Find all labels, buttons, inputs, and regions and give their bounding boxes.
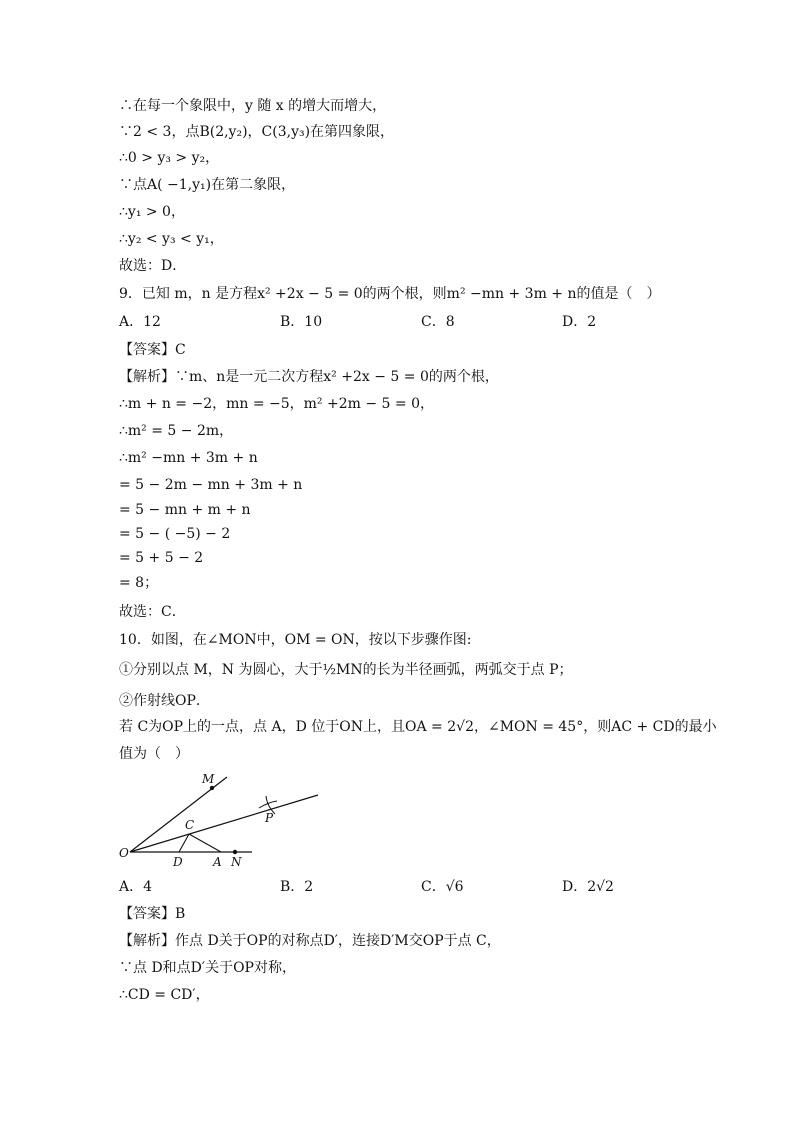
- solution-line: 【解析】作点 D关于OP的对称点D′，连接D′M交OP于点 C，: [119, 933, 501, 949]
- solution-line: ∵2 < 3，点B(2,y₂)，C(3,y₃)在第四象限，: [119, 124, 395, 140]
- q9-option-c: C．8: [421, 314, 455, 330]
- question-10-stem: 10．如图，在∠MON中，OM = ON，按以下步骤作图:: [119, 632, 472, 648]
- label-d: D: [173, 855, 183, 868]
- answer-label: 【答案】C: [119, 342, 186, 358]
- question-10-step: ①分别以点 M，N 为圆心，大于½MN的长为半径画弧，两弧交于点 P；: [119, 662, 573, 678]
- solution-line: 故选：D．: [119, 258, 187, 274]
- solution-line: ∴在每一个象限中，y 随 x 的增大而增大，: [119, 98, 387, 114]
- solution-line: = 5 − 2m − mn + 3m + n: [119, 477, 303, 493]
- solution-line: ∵点A( −1,y₁)在第二象限，: [119, 177, 296, 193]
- solution-line: = 8；: [119, 575, 159, 591]
- solution-line: ∴m² = 5 − 2m，: [119, 423, 234, 439]
- point-n: [233, 850, 237, 854]
- segment-ca: [189, 834, 221, 852]
- label-p: P: [265, 811, 274, 825]
- solution-line: ∴0 > y₃ > y₂，: [119, 150, 220, 166]
- q10-option-d: D．2√2: [562, 879, 614, 895]
- question-9-stem: 9．已知 m，n 是方程x² +2x − 5 = 0的两个根，则m² −mn + 3m + n的值是（ ）: [119, 286, 661, 302]
- q9-option-b: B．10: [280, 314, 323, 330]
- ray-op: [130, 795, 318, 852]
- q10-option-b: B．2: [280, 879, 314, 895]
- solution-line: ∴m² −mn + 3m + n: [119, 450, 258, 466]
- solution-line: ∴m + n = −2，mn = −5，m² +2m − 5 = 0，: [119, 396, 434, 412]
- label-a: A: [213, 855, 222, 868]
- label-o: O: [119, 846, 129, 860]
- q10-option-c: C．√6: [421, 879, 464, 895]
- answer-label: 【答案】B: [119, 906, 186, 922]
- point-m: [210, 786, 214, 790]
- label-c: C: [185, 818, 195, 832]
- label-n: N: [231, 855, 242, 868]
- solution-line: = 5 + 5 − 2: [119, 550, 204, 566]
- question-10-stem: 若 C为OP上的一点，点 A，D 位于ON上，且OA = 2√2，∠MON = 45°，则AC + CD的最小: [119, 719, 717, 735]
- solution-line: ∴y₁ > 0，: [119, 204, 185, 220]
- solution-line: 【解析】∵m、n是一元二次方程x² +2x − 5 = 0的两个根，: [119, 369, 499, 385]
- q9-option-a: A．12: [119, 314, 161, 330]
- q10-option-a: A．4: [119, 879, 153, 895]
- label-m: M: [202, 772, 215, 786]
- solution-line: = 5 − mn + m + n: [119, 502, 251, 518]
- q9-option-d: D．2: [562, 314, 597, 330]
- solution-line: ∴y₂ < y₃ < y₁，: [119, 231, 224, 247]
- question-10-step: ②作射线OP．: [119, 693, 210, 709]
- solution-line: = 5 − ( −5) − 2: [119, 526, 231, 542]
- geometry-figure: [115, 768, 325, 868]
- solution-line: 故选：C．: [119, 604, 186, 620]
- question-10-stem: 值为（ ）: [119, 746, 189, 762]
- solution-line: ∵点 D和点D′关于OP对称，: [119, 960, 296, 976]
- solution-line: ∴CD = CD′，: [119, 987, 210, 1003]
- geometry-figure-svg: [115, 768, 325, 868]
